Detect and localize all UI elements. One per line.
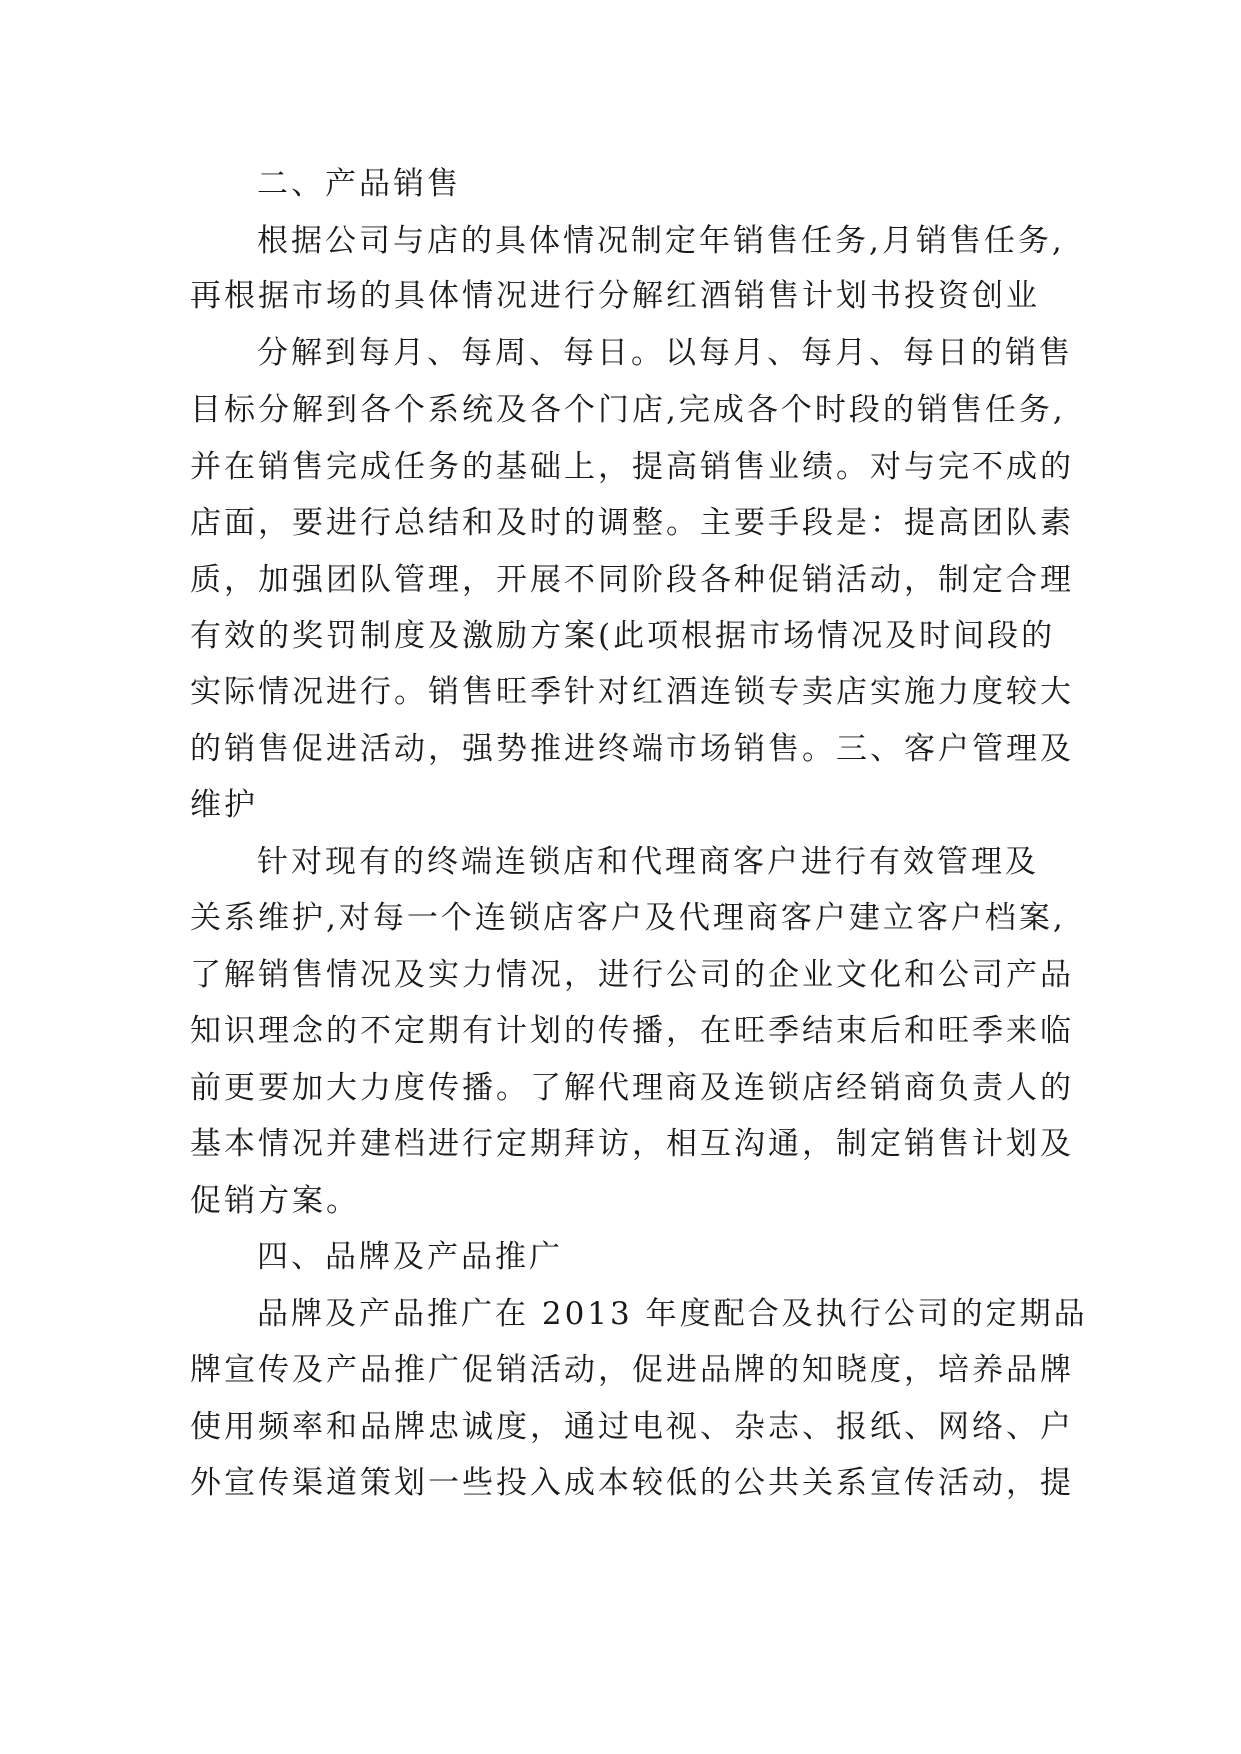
section-heading-product-sales: 二、产品销售 [257, 166, 461, 202]
paragraph-line: 基本情况并建档进行定期拜访，相互沟通，制定销售计划及 [190, 1126, 1074, 1162]
paragraph-line: 并在销售完成任务的基础上，提高销售业绩。对与完不成的 [190, 449, 1074, 485]
paragraph-line: 再根据市场的具体情况进行分解红酒销售计划书投资创业 [190, 278, 1040, 314]
paragraph-line: 针对现有的终端连锁店和代理商客户进行有效管理及 [257, 844, 1039, 880]
paragraph-line: 前更要加大力度传播。了解代理商及连锁店经销商负责人的 [190, 1070, 1074, 1106]
paragraph-line: 目标分解到各个系统及各个门店,完成各个时段的销售任务, [190, 392, 1066, 428]
paragraph-line: 实际情况进行。销售旺季针对红酒连锁专卖店实施力度较大 [190, 674, 1074, 710]
paragraph-line: 品牌及产品推广在 2013 年度配合及执行公司的定期品 [257, 1296, 1088, 1332]
section-heading-brand-promotion: 四、品牌及产品推广 [257, 1239, 563, 1275]
paragraph-line: 维护 [190, 787, 258, 823]
paragraph-line: 分解到每月、每周、每日。以每月、每月、每日的销售 [257, 335, 1073, 371]
paragraph-line: 促销方案。 [190, 1183, 360, 1219]
paragraph-line: 有效的奖罚制度及激励方案(此项根据市场情况及时间段的 [190, 618, 1056, 654]
paragraph-line: 使用频率和品牌忠诚度，通过电视、杂志、报纸、网络、户 [190, 1409, 1074, 1445]
paragraph-line: 外宣传渠道策划一些投入成本较低的公共关系宣传活动，提 [190, 1465, 1074, 1501]
paragraph-line: 根据公司与店的具体情况制定年销售任务,月销售任务, [257, 223, 1065, 259]
paragraph-line: 店面，要进行总结和及时的调整。主要手段是：提高团队素 [190, 505, 1074, 541]
paragraph-line: 了解销售情况及实力情况，进行公司的企业文化和公司产品 [190, 957, 1074, 993]
paragraph-line: 知识理念的不定期有计划的传播，在旺季结束后和旺季来临 [190, 1013, 1074, 1049]
paragraph-line: 质，加强团队管理，开展不同阶段各种促销活动，制定合理 [190, 562, 1074, 598]
paragraph-line: 关系维护,对每一个连锁店客户及代理商客户建立客户档案, [190, 900, 1066, 936]
paragraph-line: 牌宣传及产品推广促销活动，促进品牌的知晓度，培养品牌 [190, 1352, 1074, 1388]
paragraph-line: 的销售促进活动，强势推进终端市场销售。三、客户管理及 [190, 731, 1074, 767]
